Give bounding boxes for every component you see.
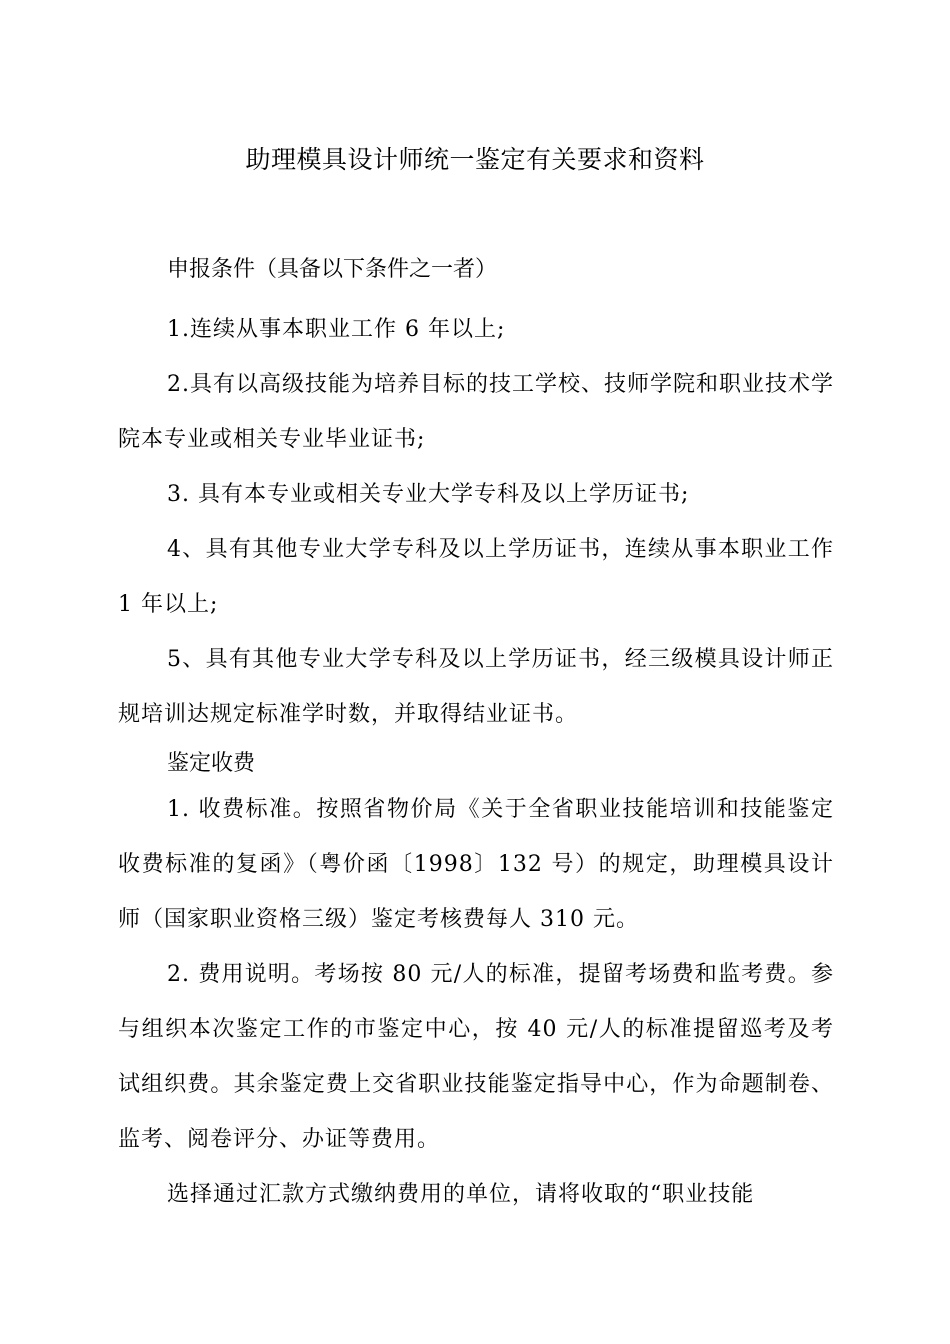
document-body <box>118 252 834 1222</box>
paragraph: 2. 费用说明。考场按 80 元/人的标准，提留考场费和监考费。参与组织本次鉴定工作的市鉴定中心，按 40 元/人的标准提留巡考及考试组织费。其余鉴定费上交省职业技能鉴定指导中心，作为命题制卷、监考、阅卷评分、办证等费用。 <box>118 962 834 1152</box>
paragraph: 选择通过汇款方式缴纳费用的单位，请将收取的“职业技能 <box>167 1182 755 1207</box>
section-heading: 申报条件（具备以下条件之一者） <box>167 257 498 282</box>
paragraph: 5、具有其他专业大学专科及以上学历证书，经三级模具设计师正规培训达规定标准学时数，并取得结业证书。 <box>118 647 834 727</box>
paragraph: 1. 收费标准。按照省物价局《关于全省职业技能培训和技能鉴定收费标准的复函》（粤价函〔1998〕132 号）的规定，助理模具设计师（国家职业资格三级）鉴定考核费每人 310 元。 <box>118 797 834 932</box>
paragraph: 3. 具有本专业或相关专业大学专科及以上学历证书; <box>167 482 690 507</box>
paragraph: 2.具有以高级技能为培养目标的技工学校、技师学院和职业技术学院本专业或相关专业毕业证书; <box>118 372 834 452</box>
section-heading: 鉴定收费 <box>167 751 256 776</box>
document-title: 助理模具设计师统一鉴定有关要求和资料 <box>245 145 705 174</box>
paragraph: 4、具有其他专业大学专科及以上学历证书，连续从事本职业工作 1 年以上; <box>118 537 834 617</box>
paragraph: 1.连续从事本职业工作 6 年以上; <box>167 317 506 342</box>
section-fees <box>118 746 834 1222</box>
section-application-conditions <box>118 252 834 742</box>
